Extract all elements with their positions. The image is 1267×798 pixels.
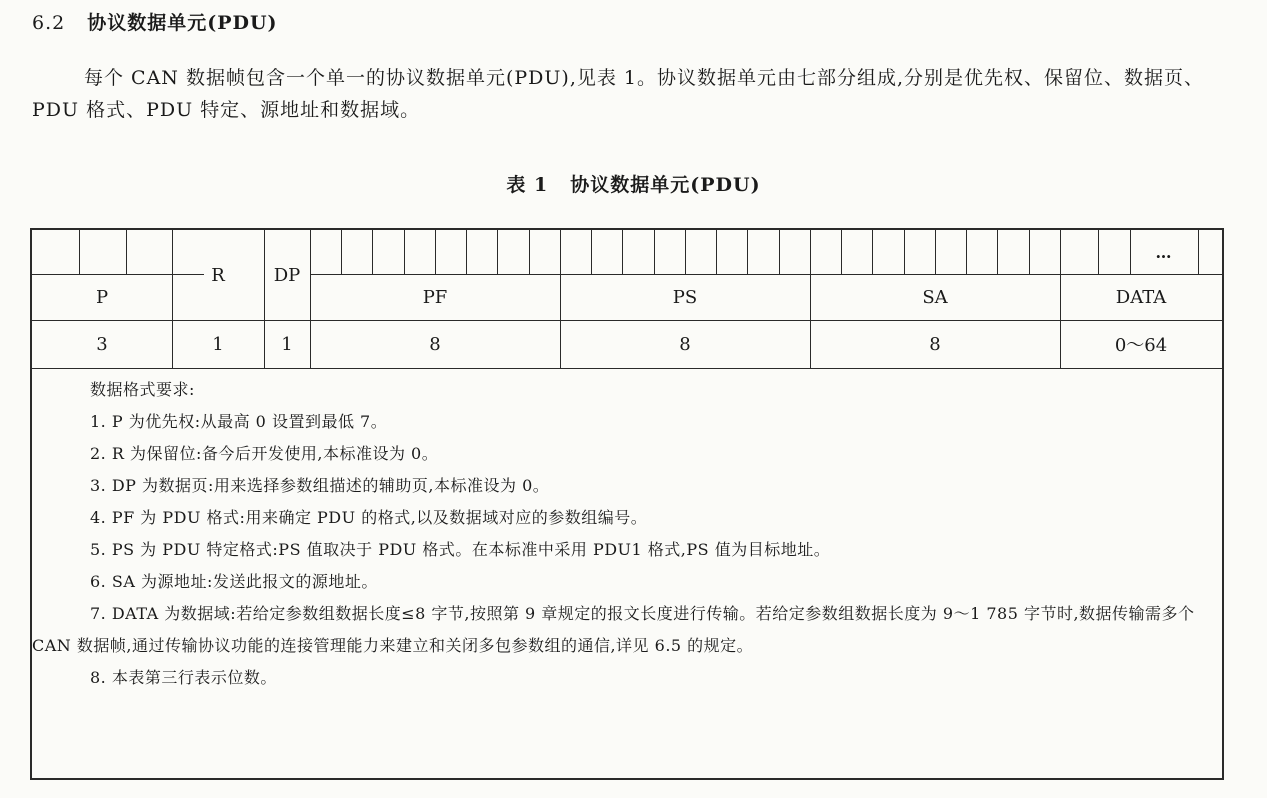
bit-divider bbox=[685, 230, 686, 274]
bit-divider bbox=[466, 230, 467, 274]
rule-size-row bbox=[32, 368, 1222, 369]
bit-divider bbox=[435, 230, 436, 274]
notes-heading: 数据格式要求: bbox=[90, 380, 195, 399]
bits-ps: 8 bbox=[679, 333, 691, 355]
note-item: 8. 本表第三行表示位数。 bbox=[90, 668, 277, 687]
field-dp: DP bbox=[273, 264, 301, 286]
bit-divider bbox=[622, 230, 623, 274]
bit-divider bbox=[1098, 230, 1099, 274]
bit-divider bbox=[966, 230, 967, 274]
bits-p: 3 bbox=[96, 333, 108, 355]
bit-divider bbox=[1029, 230, 1030, 274]
bit-divider bbox=[654, 230, 655, 274]
bit-ellipsis: … bbox=[1155, 242, 1173, 262]
bit-divider bbox=[872, 230, 873, 274]
field-r: R bbox=[211, 264, 225, 286]
table-notes bbox=[32, 374, 1218, 694]
bit-divider bbox=[341, 230, 342, 274]
note-item: 2. R 为保留位:备今后开发使用,本标准设为 0。 bbox=[90, 444, 439, 463]
field-ps: PS bbox=[672, 286, 698, 308]
note-item: 7. DATA 为数据域:若给定参数组数据长度≤8 字节,按照第 9 章规定的报文长度进行传输。若给定参数组数据长度为 9～1 785 字节时,数据传输需多个 CAN 数据帧,通过传输协议功能的连接管理能力来建立和关闭多包参数组的通信,详见 6.5 的规定。 bbox=[32, 604, 1195, 655]
bit-divider bbox=[591, 230, 592, 274]
note-item: 3. DP 为数据页:用来选择参数组描述的辅助页,本标准设为 0。 bbox=[90, 476, 550, 495]
bit-divider bbox=[935, 230, 936, 274]
bit-divider bbox=[497, 230, 498, 274]
bit-divider bbox=[79, 230, 80, 274]
bits-sa: 8 bbox=[929, 333, 941, 355]
note-item: 6. SA 为源地址:发送此报文的源地址。 bbox=[90, 572, 378, 591]
bits-data: 0～64 bbox=[1114, 335, 1168, 356]
table-caption-label: 表 1 bbox=[506, 174, 549, 196]
intro-paragraph: 每个 CAN 数据帧包含一个单一的协议数据单元(PDU),见表 1。协议数据单元由七部分组成,分别是优先权、保留位、数据页、PDU 格式、PDU 特定、源地址和数据域。 bbox=[32, 67, 1205, 121]
bit-divider bbox=[904, 230, 905, 274]
bit-divider bbox=[1198, 230, 1199, 274]
bits-pf: 8 bbox=[429, 333, 441, 355]
section-title: 协议数据单元(PDU) bbox=[87, 12, 278, 34]
table-caption bbox=[0, 170, 1267, 197]
bit-divider bbox=[529, 230, 530, 274]
field-p: P bbox=[95, 286, 109, 308]
bit-divider bbox=[779, 230, 780, 274]
bit-divider bbox=[404, 230, 405, 274]
section-number: 6.2 bbox=[32, 12, 66, 34]
bit-divider bbox=[372, 230, 373, 274]
bit-divider bbox=[716, 230, 717, 274]
bits-r: 1 bbox=[212, 333, 224, 355]
field-sa: SA bbox=[922, 286, 948, 308]
note-item: 5. PS 为 PDU 特定格式:PS 值取决于 PDU 格式。在本标准中采用 PDU1 格式,PS 值为目标地址。 bbox=[90, 540, 831, 559]
bit-divider bbox=[997, 230, 998, 274]
bit-divider bbox=[841, 230, 842, 274]
bit-divider bbox=[126, 230, 127, 274]
table-caption-title: 协议数据单元(PDU) bbox=[570, 174, 761, 196]
section-heading bbox=[32, 8, 278, 35]
field-pf: PF bbox=[422, 286, 448, 308]
bit-divider bbox=[747, 230, 748, 274]
note-item: 1. P 为优先权:从最高 0 设置到最低 7。 bbox=[90, 412, 388, 431]
bits-dp: 1 bbox=[281, 333, 293, 355]
note-item: 4. PF 为 PDU 格式:用来确定 PDU 的格式,以及数据域对应的参数组编号。 bbox=[90, 508, 648, 527]
field-data: DATA bbox=[1115, 286, 1167, 308]
